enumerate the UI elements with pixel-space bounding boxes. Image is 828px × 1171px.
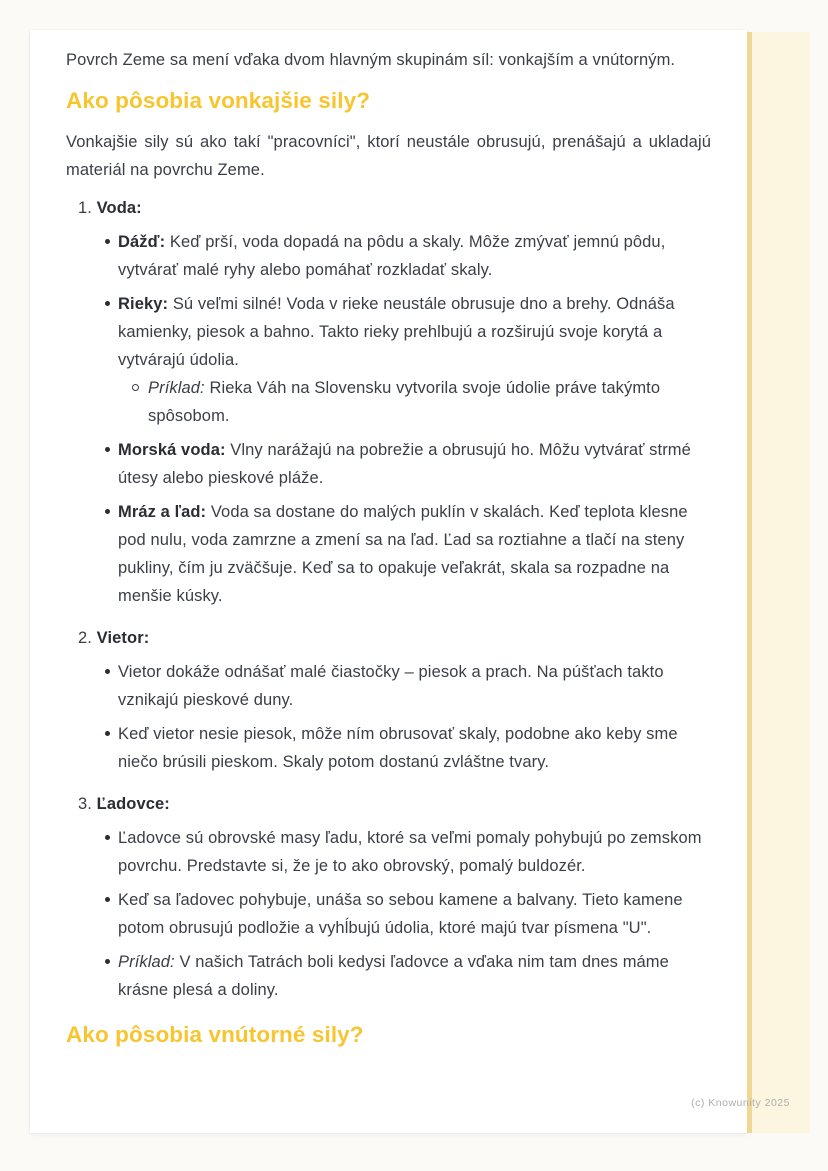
bullet-text: Vietor dokáže odnášať malé čiastočky – piesok a prach. Na púšťach takto vznikajú pieskové duny. [118, 663, 664, 709]
bullet-lead: Mráz a ľad: [118, 503, 207, 521]
wind-bullet-list [66, 658, 711, 776]
bullet-text: Keď sa ľadovec pohybuje, unáša so sebou kamene a balvany. Tieto kamene potom obrusujú podložie a vyhĺbujú údolia, ktoré majú tvar písmena "U". [118, 891, 683, 937]
bullet-text: Sú veľmi silné! Voda v rieke neustále obrusuje dno a brehy. Odnáša kamienky, piesok a bahno. Takto rieky prehlbujú a rozširujú svoje korytá a vytvárajú údolia. [118, 295, 675, 369]
bullet-text: Ľadovce sú obrovské masy ľadu, ktoré sa veľmi pomaly pohybujú po zemskom povrchu. Predstavte si, že je to ako obrovský, pomalý buldozér. [118, 829, 702, 875]
list-item-glaciers-title [66, 790, 711, 818]
page-accent-band [747, 32, 810, 1133]
heading-external-forces: Ako pôsobia vonkajšie sily? [66, 88, 371, 113]
list-item-water-title [66, 194, 711, 222]
external-forces-paragraph: Vonkajšie sily sú ako takí "pracovníci", ktorí neustále obrusujú, prenášajú a ukladajú materiál na povrchu Zeme. [66, 133, 711, 179]
bullet-wind-particles [66, 658, 711, 714]
list-item-wind-title [66, 624, 711, 652]
list-item-wind [66, 624, 711, 776]
bullet-text: V našich Tatrách boli kedysi ľadovce a vďaka nim tam dnes máme krásne plesá a doliny. [118, 953, 669, 999]
bullet-lead: Dážď: [118, 233, 166, 251]
list-item-water [66, 194, 711, 610]
bullet-example-tatras [66, 948, 711, 1004]
list-number: 3. [78, 795, 92, 813]
watermark: (c) Knowunity 2025 [691, 1097, 790, 1109]
list-number: 1. [78, 199, 92, 217]
bullet-text: Vlny narážajú na pobrežie a obrusujú ho. Môžu vytvárať strmé útesy alebo pieskové pláže. [118, 441, 691, 487]
bullet-sea-water [66, 436, 711, 492]
list-title: Voda: [96, 199, 142, 217]
rivers-sub-list [118, 374, 711, 430]
intro-paragraph: Povrch Zeme sa mení vďaka dvom hlavným skupinám síl: vonkajším a vnútorným. [66, 51, 676, 69]
heading-internal-forces: Ako pôsobia vnútorné sily? [66, 1022, 364, 1047]
glaciers-bullet-list [66, 824, 711, 1004]
list-title: Vietor: [96, 629, 150, 647]
bullet-text: Voda sa dostane do malých puklín v skalách. Keď teplota klesne pod nulu, voda zamrzne a zmení sa na ľad. Ľad sa roztiahne a tlačí na steny pukliny, čím ju zväčšuje. Keď sa to opakuje veľakrát, skala sa rozpadne na menšie kúsky. [118, 503, 688, 605]
bullet-wind-sanding [66, 720, 711, 776]
list-number: 2. [78, 629, 92, 647]
bullet-text: Keď vietor nesie piesok, môže ním obrusovať skaly, podobne ako keby sme niečo brúsili pieskom. Skaly potom dostanú zvláštne tvary. [118, 725, 678, 771]
water-bullet-list [66, 228, 711, 610]
sub-bullet-example-vah [118, 374, 711, 430]
bullet-lead: Príklad: [118, 953, 175, 971]
bullet-glacier-mass [66, 824, 711, 880]
sub-bullet-lead: Príklad: [148, 379, 205, 397]
list-item-glaciers [66, 790, 711, 1004]
bullet-rivers [66, 290, 711, 430]
bullet-rain [66, 228, 711, 284]
sub-bullet-text: Rieka Váh na Slovensku vytvorila svoje údolie práve takýmto spôsobom. [148, 379, 661, 425]
bullet-glacier-carving [66, 886, 711, 942]
bullet-lead: Rieky: [118, 295, 169, 313]
bullet-text: Keď prší, voda dopadá na pôdu a skaly. Môže zmývať jemnú pôdu, vytvárať malé ryhy alebo pomáhať rozkladať skaly. [118, 233, 666, 279]
forces-numbered-list [66, 194, 711, 1004]
bullet-lead: Morská voda: [118, 441, 226, 459]
list-title: Ľadovce: [96, 795, 170, 813]
document-page [30, 30, 747, 1133]
bullet-frost-ice [66, 498, 711, 610]
